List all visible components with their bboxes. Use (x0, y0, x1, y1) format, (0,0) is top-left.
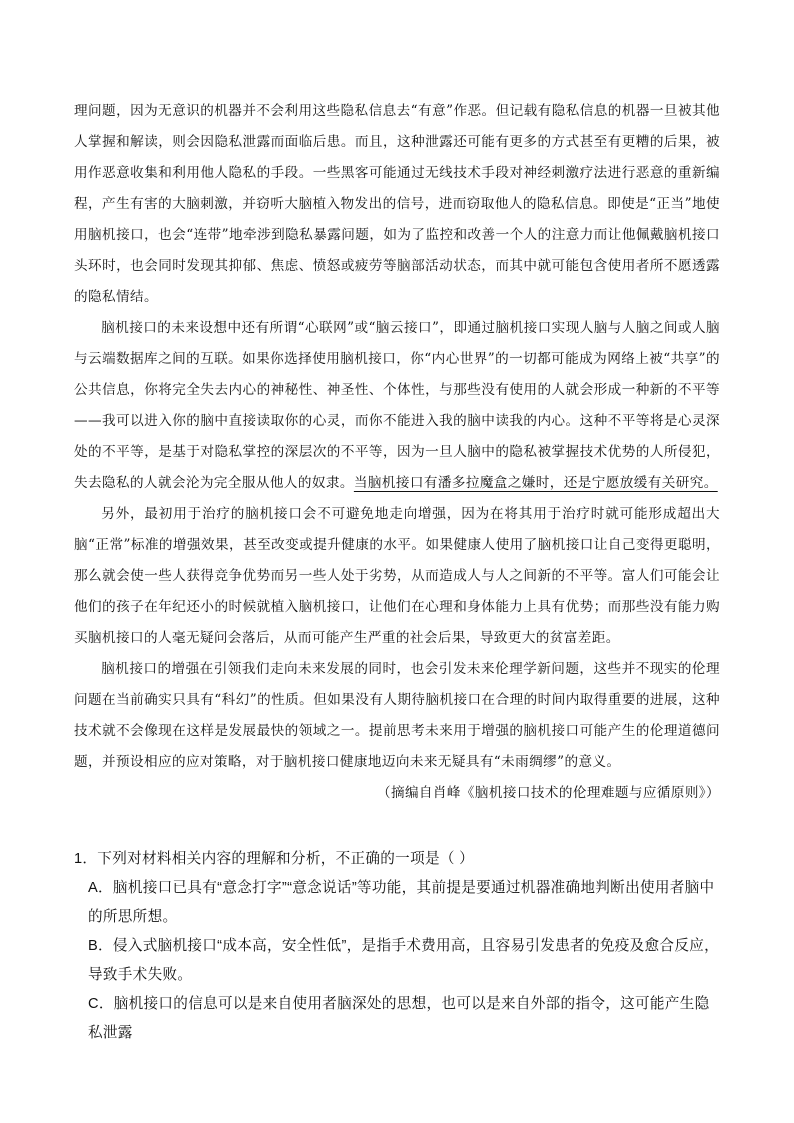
article-paragraph-3: 另外，最初用于治疗的脑机接口会不可避免地走向增强，因为在将其用于治疗时就可能形成超出大脑“正常”标准的增强效果，甚至改变或提升健康的水平。如果健康人使用了脑机接口让自己变得更聪明，那么就会使一些人获得竞争优势而另一些人处于劣势，从而造成人与人之间新的不平等。富人们可能会让他们的孩子在年纪还小的时候就植入脑机接口，让他们在心理和身体能力上具有优势；而那些没有能力购买脑机接口的人毫无疑问会落后，从而可能产生严重的社会后果，导致更大的贫富差距。 (74, 506, 720, 646)
article-body (74, 96, 720, 809)
article-paragraph-2-text: 脑机接口的未来设想中还有所谓“心联网”或“脑云接口”，即通过脑机接口实现人脑与人脑之间或人脑与云端数据库之间的互联。如果你选择使用脑机接口，你“内心世界”的一切都可能成为网络上被“共享”的公共信息，你将完全失去内心的神秘性、神圣性、个体性，与那些没有使用的人就会形成一种新的不平等——我可以进入你的脑中直接读取你的心灵，而你不能进入我的脑中读我的内心。这种不平等将是心灵深处的不平等，是基于对隐私掌控的深层次的不平等，因为一旦人脑中的隐私被掌握技术优势的人所侵犯，失去隐私的人就会沦为完全服从他人的奴隶。 (74, 320, 720, 491)
underlined-sentence: 当脑机接口有潘多拉魔盒之嫌时，还是宁愿放缓有关研究。 (353, 475, 718, 491)
article-paragraph-4: 脑机接口的增强在引领我们走向未来发展的同时，也会引发未来伦理学新问题，这些并不现实的伦理问题在当前确实只具有“科幻”的性质。但如果没有人期待脑机接口在合理的时间内取得重要的进展，这种技术就不会像现在这样是发展最快的领域之一。提前思考未来用于增强的脑机接口可能产生的伦理道德问题，并预设相应的应对策略，对于脑机接口健康地迈向未来无疑具有“未雨绸缪”的意义。 (74, 661, 720, 770)
question-1-option-b: B．侵入式脑机接口“成本高，安全性低”，是指手术费用高，且容易引发患者的免疫及愈合反应，导致手术失败。 (88, 938, 720, 983)
question-1-stem: 1．下列对材料相关内容的理解和分析，不正确的一项是（ ） (74, 851, 475, 867)
question-section (74, 845, 720, 1048)
question-1-option-a: A．脑机接口已具有“意念打字”“意念说话”等功能，其前提是要通过机器准确地判断出使用者脑中的所思所想。 (88, 880, 715, 925)
article-paragraph-1: 理问题，因为无意识的机器并不会利用这些隐私信息去“有意”作恶。但记载有隐私信息的机器一旦被其他人掌握和解读，则会因隐私泄露而面临后患。而且，这种泄露还可能有更多的方式甚至有更糟的后果，被用作恶意收集和利用他人隐私的手段。一些黑客可能通过无线技术手段对神经刺激疗法进行恶意的重新编程，产生有害的大脑刺激，并窃听大脑植入物发出的信号，进而窃取他人的隐私信息。即使是“正当”地使用脑机接口，也会“连带”地牵涉到隐私暴露问题，如为了监控和改善一个人的注意力而让他佩戴脑机接口头环时，也会同时发现其抑郁、焦虑、愤怒或疲劳等脑部活动状态，而其中就可能包含使用者所不愿透露的隐私情结。 (74, 103, 720, 305)
article-paragraph-2 (74, 313, 720, 499)
article-source: （摘编自肖峰《脑机接口技术的伦理难题与应循原则》） (376, 785, 720, 801)
question-1-option-c: C．脑机接口的信息可以是来自使用者脑深处的思想，也可以是来自外部的指令，这可能产生隐私泄露 (88, 996, 710, 1041)
